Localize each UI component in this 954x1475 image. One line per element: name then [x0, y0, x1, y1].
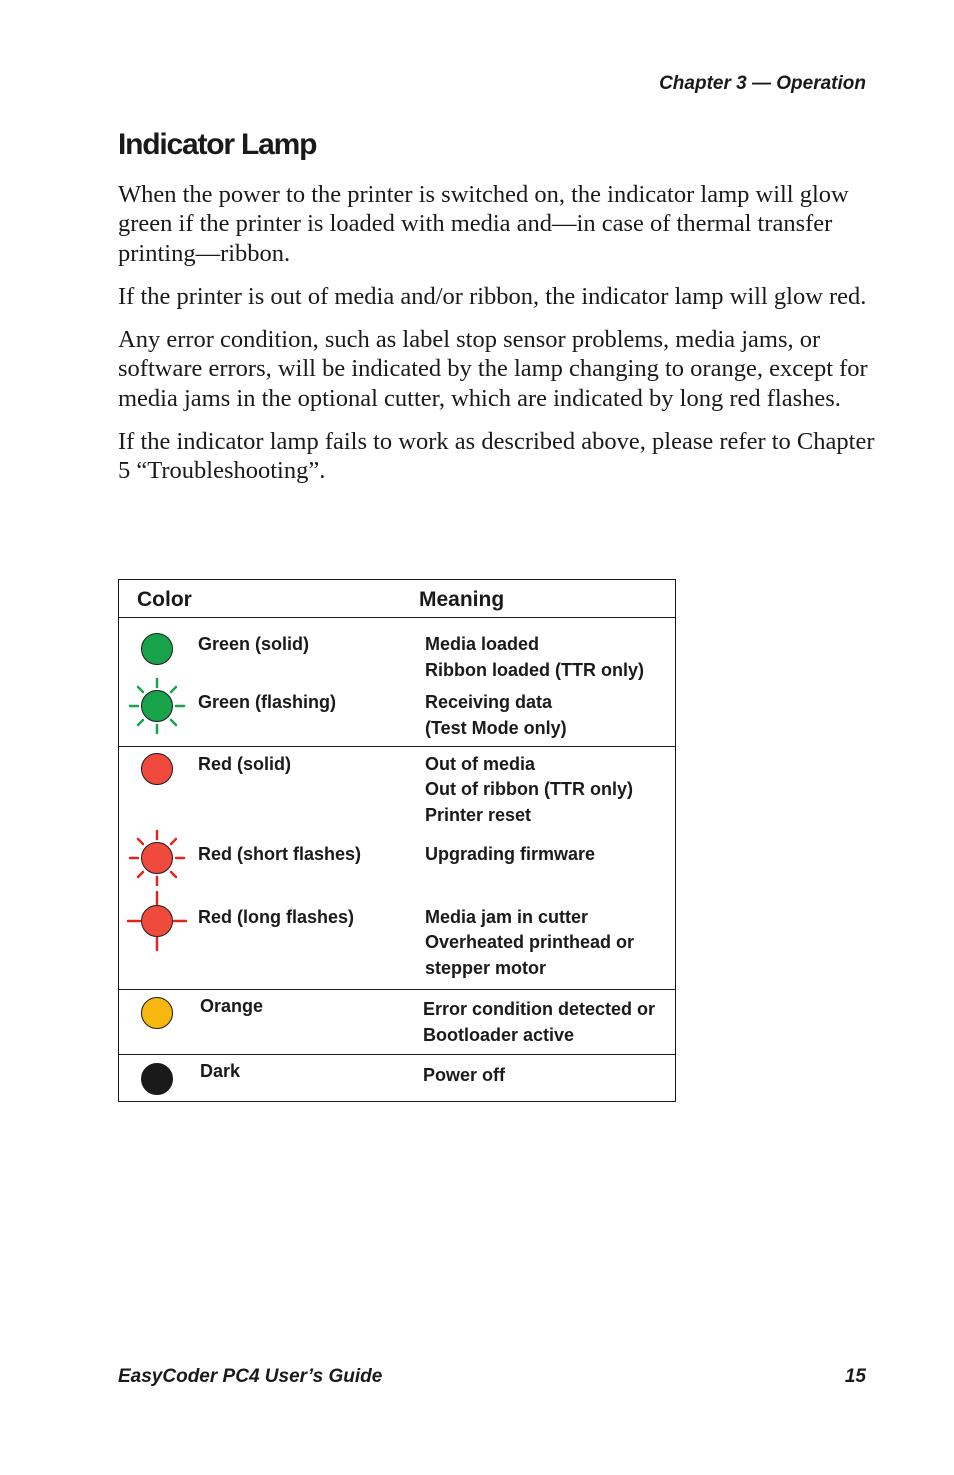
body-paragraph: If the printer is out of media and/or ribbon, the indicator lamp will glow red.	[118, 282, 867, 310]
body-paragraph: When the power to the printer is switched on, the indicator lamp will glow green if the printer is loaded with media and—in case of thermal transfer printing—ribbon.	[118, 181, 849, 267]
lamp-meaning-line: Upgrading firmware	[425, 844, 596, 864]
green-flashing-lamp-icon	[141, 690, 173, 722]
lamp-meaning-line: Out of media	[425, 754, 536, 774]
table-divider	[119, 989, 675, 990]
indicator-lamp-table	[118, 579, 676, 1102]
lamp-meaning-line: (Test Mode only)	[425, 718, 567, 738]
lamp-state-label: Red (solid)	[198, 754, 291, 774]
lamp-state-label: Red (short flashes)	[198, 844, 362, 864]
lamp-meaning-line: stepper motor	[425, 958, 547, 978]
dark-lamp-icon	[141, 1063, 173, 1095]
body-paragraph: Any error condition, such as label stop sensor problems, media jams, or software errors, will be indicated by the lamp changing to orange, except for media jams in the optional cutter, which are indicated by long red flashes.	[118, 326, 868, 412]
lamp-meaning-line: Printer reset	[425, 805, 532, 825]
lamp-meaning-line: Out of ribbon (TTR only)	[425, 779, 633, 799]
lamp-meaning-line: Media jam in cutter	[425, 907, 589, 927]
running-header-chapter: Chapter 3 — Operation	[659, 73, 866, 94]
red-solid-lamp-icon	[141, 753, 173, 785]
lamp-meaning-line: Receiving data	[425, 692, 553, 712]
body-paragraph: If the indicator lamp fails to work as described above, please refer to Chapter 5 “Troubleshooting”.	[118, 428, 875, 485]
lamp-state-label: Dark	[200, 1061, 241, 1081]
lamp-meaning-line: Bootloader active	[423, 1025, 575, 1045]
lamp-state-label: Red (long flashes)	[198, 907, 355, 927]
page-number: 15	[844, 1366, 866, 1387]
red-short-flashes-lamp-icon	[141, 842, 173, 874]
body-text	[118, 180, 878, 500]
lamp-meaning-line: Power off	[423, 1065, 506, 1085]
green-solid-lamp-icon	[141, 633, 173, 665]
table-header-meaning: Meaning	[419, 588, 505, 611]
lamp-meaning-line: Ribbon loaded (TTR only)	[425, 660, 644, 680]
section-title: Indicator Lamp	[118, 128, 317, 161]
table-divider	[119, 746, 675, 747]
red-long-flashes-lamp-icon	[141, 905, 173, 937]
lamp-meaning-line: Error condition detected or	[423, 999, 656, 1019]
lamp-meaning-line: Media loaded	[425, 634, 540, 654]
lamp-state-label: Orange	[200, 996, 264, 1016]
lamp-state-label: Green (solid)	[198, 634, 310, 654]
lamp-state-label: Green (flashing)	[198, 692, 337, 712]
table-divider	[119, 1054, 675, 1055]
table-header-color: Color	[137, 588, 192, 611]
lamp-meaning-line: Overheated printhead or	[425, 932, 635, 952]
table-divider	[119, 617, 675, 618]
running-footer-title: EasyCoder PC4 User’s Guide	[118, 1366, 383, 1387]
orange-lamp-icon	[141, 997, 173, 1029]
